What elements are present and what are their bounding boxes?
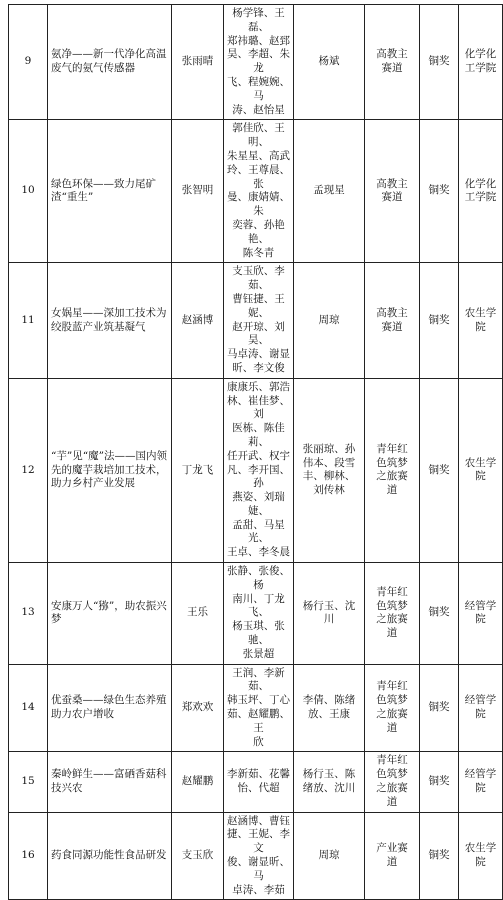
team-members [224,664,294,752]
college [459,263,503,378]
team-members [224,5,294,120]
table-row [9,812,503,900]
college-text: 化学化 工学院 [464,48,497,75]
track [365,263,420,378]
team-members [224,563,294,665]
advisor [294,812,365,900]
award-table [8,4,503,900]
advisor [294,5,365,120]
team-members [224,263,294,378]
project-title: 女娲星——深加工技术为绞股蓝产业筑基凝气 [48,263,172,378]
row-number: 15 [9,752,48,812]
track-text: 青年红 色筑梦 之旅赛 道 [376,754,408,808]
college-text: 农生学 院 [464,842,497,869]
track [365,5,420,120]
project-title: 安康万人“猕”，助农振兴梦 [48,563,172,665]
row-number: 10 [9,120,48,263]
award: 铜奖 [420,5,459,120]
advisor [294,263,365,378]
college [459,812,503,900]
college [459,120,503,263]
college [459,664,503,752]
college-text: 农生学 院 [464,306,497,333]
college [459,378,503,562]
track-text: 高教主 赛道 [376,306,408,333]
advisor-text: 周琼 [318,313,340,326]
advisor-text: 杨斌 [318,55,340,68]
track-text: 高教主 赛道 [376,48,408,75]
advisor-text: 李倩、陈绪 放、王康 [302,694,356,721]
table-row [9,752,503,812]
track-text: 青年红 色筑梦 之旅赛 道 [376,680,408,734]
college-text: 农生学 院 [464,456,497,483]
award: 铜奖 [420,263,459,378]
advisor [294,563,365,665]
team-leader: 支玉欣 [172,812,224,900]
table-row [9,563,503,665]
team-leader: 郑欢欢 [172,664,224,752]
table-row [9,378,503,562]
college [459,5,503,120]
track [365,752,420,812]
team-members-text: 张静、张俊、杨 南川、丁龙飞、 杨玉琪、张驰、 张景超 [227,565,290,660]
row-number: 12 [9,378,48,562]
team-members-text: 赵涵博、曹钰 捷、王妮、李文 俊、谢显昕、马 卓涛、李茹 [227,814,290,896]
college [459,752,503,812]
project-title: 优蚕桑——绿色生态养殖助力农户增收 [48,664,172,752]
track [365,563,420,665]
team-members-text: 支玉欣、李茹、 曹钰捷、王妮、 赵开琼、刘昊、 马卓涛、谢显 昕、李文俊 [227,265,290,374]
team-leader: 张智明 [172,120,224,263]
college-text: 经管学 院 [464,599,497,626]
row-number: 14 [9,664,48,752]
project-title: “芋”见“魔”法——国内领先的魔芋栽培加工技术，助力乡村产业发展 [48,378,172,562]
award: 铜奖 [420,664,459,752]
advisor-text: 孟现星 [313,184,345,197]
advisor [294,120,365,263]
team-leader: 赵涵博 [172,263,224,378]
team-members [224,752,294,812]
team-leader: 丁龙飞 [172,378,224,562]
track-text: 高教主 赛道 [376,177,408,204]
advisor [294,378,365,562]
award-table-body [9,5,503,900]
track [365,664,420,752]
award: 铜奖 [420,563,459,665]
advisor-text: 杨行玉、沈 川 [302,599,356,626]
row-number: 9 [9,5,48,120]
project-title: 药食同源功能性食品研发 [48,812,172,900]
award: 铜奖 [420,752,459,812]
advisor-text: 周琼 [318,849,340,862]
team-leader: 王乐 [172,563,224,665]
team-members [224,812,294,900]
team-members-text: 郭佳欣、王明、 朱星星、高武 玲、王尊晨、张 曼、康婧婧、朱 奕蓉、孙艳艳、 陈冬青 [227,122,290,259]
team-members [224,120,294,263]
college-text: 化学化 工学院 [464,177,497,204]
track [365,120,420,263]
table-row [9,263,503,378]
row-number: 13 [9,563,48,665]
college-text: 经管学 院 [464,694,497,721]
row-number: 11 [9,263,48,378]
college-text: 经管学 院 [464,768,497,795]
project-title: 秦岭鲜生——富硒香菇科技兴农 [48,752,172,812]
award: 铜奖 [420,378,459,562]
team-leader: 赵耀鹏 [172,752,224,812]
project-title: 氨净——新一代净化高温废气的氨气传感器 [48,5,172,120]
track-text: 产业赛 道 [376,842,408,869]
row-number: 16 [9,812,48,900]
award: 铜奖 [420,120,459,263]
advisor-text: 杨行玉、陈 绪放、沈川 [302,768,356,795]
track [365,378,420,562]
track-text: 青年红 色筑梦 之旅赛 道 [376,442,408,497]
team-members-text: 康康乐、郭浩 林、崔佳梦、刘 医栋、陈佳莉、 任开武、权宇 凡、李开国、孙 燕姿、刘瑞婕、 孟甜、马星光、 王卓、李冬晨 [227,380,290,559]
team-leader: 张雨晴 [172,5,224,120]
advisor [294,752,365,812]
college [459,563,503,665]
team-members-text: 李新茹、花馨 怡、代超 [227,768,290,795]
table-row [9,120,503,263]
advisor [294,664,365,752]
table-row [9,5,503,120]
track [365,812,420,900]
team-members-text: 王润、李新茹、 韩玉坪、丁心 茹、赵耀鹏、王 欣 [227,666,290,748]
team-members [224,378,294,562]
advisor-text: 张丽琼、孙 伟本、段雪 丰、柳林、 刘传林 [302,442,356,497]
track-text: 青年红 色筑梦 之旅赛 道 [376,585,408,640]
award: 铜奖 [420,812,459,900]
project-title: 绿色环保——致力尾矿渣“重生” [48,120,172,263]
table-row [9,664,503,752]
team-members-text: 杨学锋、王磊、 郑祎璐、赵郅 昊、李超、朱龙 飞、程婉婉、马 涛、赵怡星 [227,7,290,116]
